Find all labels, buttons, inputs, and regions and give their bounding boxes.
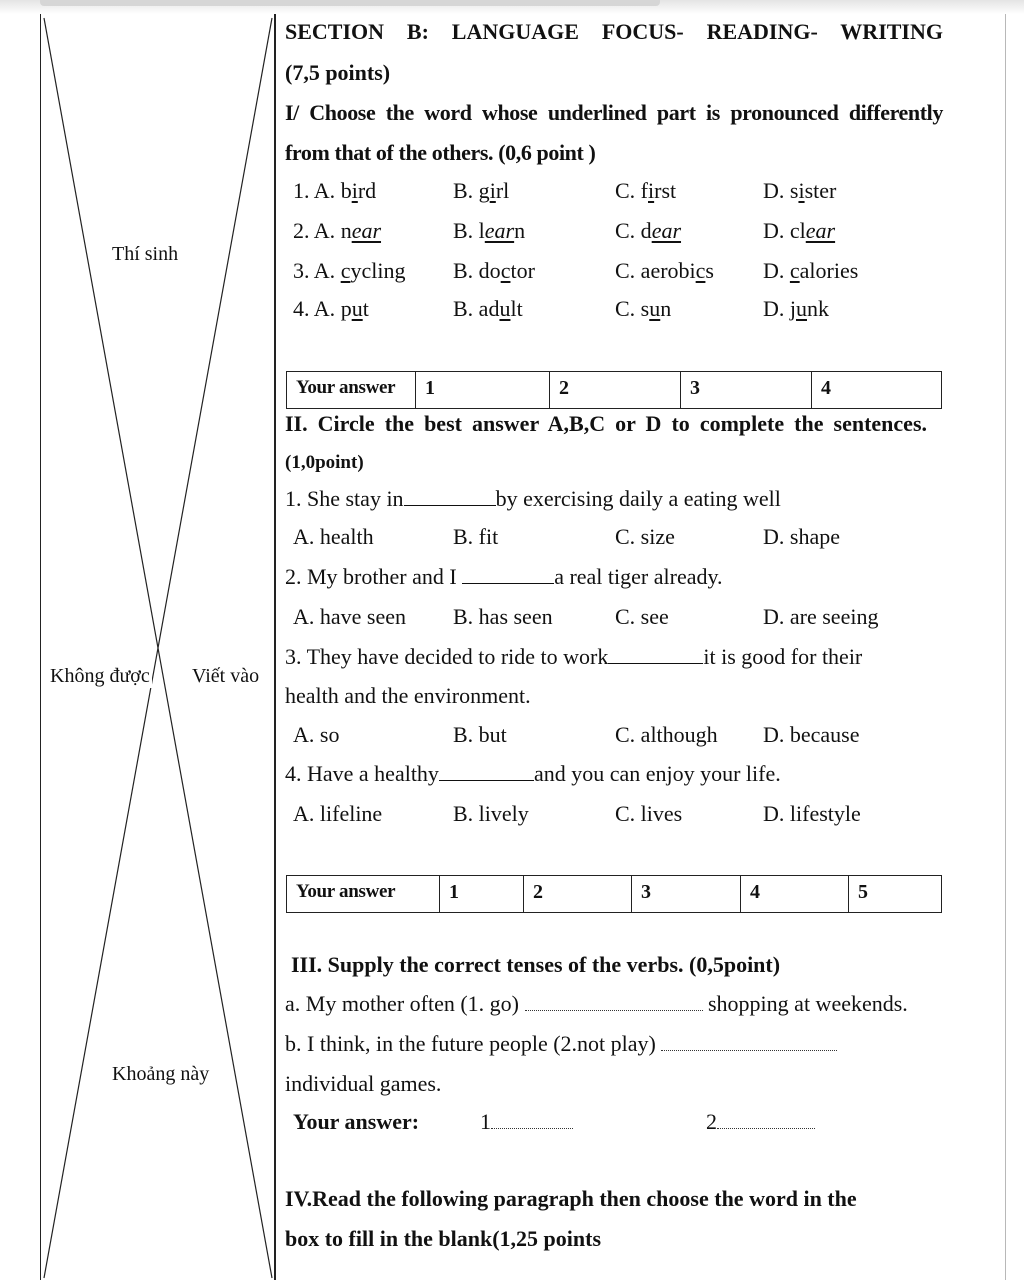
part3-answer-2: 2 [706,1111,815,1133]
answer-dotted-blank[interactable] [491,1114,573,1129]
part1-q3-d: D. calories [763,258,859,283]
part3-sentence-b: b. I think, in the future people (2.not play) [285,1033,837,1055]
part2-q4-sentence: 4. Have a healthy and you can enjoy your life. [285,761,781,786]
underlined-part: ear [805,218,836,243]
answer-blank[interactable] [439,764,534,781]
part1-q4-d: D. junk [763,296,829,321]
part3-instruction: III. Supply the correct tenses of the verbs. (0,5point) [291,952,781,977]
margin-cross-lines [0,0,280,1280]
underlined-part: ear [651,218,682,243]
answer-cell-2[interactable]: 2 [523,876,631,912]
answer-blank[interactable] [404,489,496,506]
part2-q1-option-c[interactable]: C. size [615,524,675,549]
part1-q3-a: 3. A. cycling [293,258,406,283]
answer-cell-3[interactable]: 3 [631,876,740,912]
part2-q3-sentence-cont: health and the environment. [285,683,531,708]
part1-q4-b: B. adult [453,296,523,321]
answer-cell-4[interactable]: 4 [811,372,941,408]
answer-dotted-blank[interactable] [525,996,703,1011]
part1-q1-a: 1. A. bird [293,178,377,203]
part1-q2-b: B. learn [453,218,526,243]
part2-q2-option-a[interactable]: A. have seen [293,604,407,629]
underlined-part: ear [484,218,515,243]
part1-q1-d: D. sister [763,178,837,203]
part2-q4-option-c[interactable]: C. lives [615,801,683,826]
underlined-part: i [489,178,496,203]
section-b-points: (7,5 points) [285,60,391,85]
answer-cell-4[interactable]: 4 [740,876,848,912]
answer-blank[interactable] [608,647,703,664]
part1-q1-c: C. first [615,178,677,203]
part2-q3-option-d[interactable]: D. because [763,722,860,747]
part1-instruction-line2: from that of the others. (0,6 point ) [285,140,596,165]
part3-sentence-a: a. My mother often (1. go) shopping at weekends. [285,991,908,1016]
part2-q2-sentence: 2. My brother and I a real tiger already. [285,564,723,589]
part4-instruction-line2: box to fill in the blank(1,25 points [285,1226,602,1251]
part2-q4-option-b[interactable]: B. lively [453,801,529,826]
underlined-part: u [649,296,661,321]
part1-q2-a: 2. A. near [293,218,382,243]
part2-q2-option-b[interactable]: B. has seen [453,604,553,629]
part2-q1-option-b[interactable]: B. fit [453,524,499,549]
answer-blank[interactable] [462,567,554,584]
answer-cell-2[interactable]: 2 [549,372,680,408]
part2-q2-option-c[interactable]: C. see [615,604,669,629]
underlined-part: c [500,258,511,283]
answer-box-label: Your answer [296,881,396,902]
underlined-part: c [695,258,706,283]
part1-q1-b: B. girl [453,178,510,203]
part4-instruction-line1: IV.Read the following paragraph then choose the word in the [285,1186,857,1211]
section-b-title: SECTION B: LANGUAGE FOCUS- READING- WRITING [285,19,943,44]
part2-answer-box [286,875,942,913]
part2-instruction: II. Circle the best answer A,B,C or D to complete the sentences. [285,411,927,436]
answer-dotted-blank[interactable] [661,1036,837,1051]
margin-label-khong-duoc: Không được [50,665,150,687]
part2-q4-option-d[interactable]: D. lifestyle [763,801,861,826]
answer-cell-3[interactable]: 3 [680,372,811,408]
answer-cell-1[interactable]: 1 [439,876,523,912]
part1-instruction-line1: I/ Choose the word whose underlined part is pronounced differently [285,100,943,125]
part1-q3-c: C. aerobics [615,258,714,283]
part1-q4-a: 4. A. put [293,296,369,321]
margin-label-viet-vao: Viết vào [192,665,260,687]
part2-points: (1,0point) [285,452,364,473]
underlined-part: i [798,178,805,203]
part1-q2-c: C. dear [615,218,682,243]
answer-dotted-blank[interactable] [717,1114,815,1129]
underlined-part: c [789,258,800,283]
part1-q4-c: C. sun [615,296,672,321]
part3-answer-1: 1 [480,1111,573,1133]
margin-label-thi-sinh: Thí sinh [112,243,179,265]
answer-cell-5[interactable]: 5 [848,876,941,912]
part2-q4-option-a[interactable]: A. lifeline [293,801,383,826]
underlined-part: ear [351,218,382,243]
underlined-part: u [796,296,807,321]
part2-q1-sentence: 1. She stay in by exercising daily a eating well [285,486,781,511]
part3-sentence-b-cont: individual games. [285,1071,442,1096]
part2-q3-option-c[interactable]: C. although [615,722,718,747]
answer-cell-1[interactable]: 1 [415,372,549,408]
part1-q3-b: B. doctor [453,258,535,283]
underlined-part: c [340,258,351,283]
part3-answer-label: Your answer: [293,1109,420,1134]
underlined-part: i [351,178,358,203]
part1-answer-box [286,371,942,409]
part2-q3-option-b[interactable]: B. but [453,722,507,747]
part2-q3-sentence: 3. They have decided to ride to work it is good for their [285,644,863,669]
margin-label-khoang-nay: Khoảng này [112,1063,210,1085]
part2-q3-option-a[interactable]: A. so [293,722,340,747]
answer-box-label: Your answer [296,377,396,398]
underlined-part: u [351,296,363,321]
part2-q1-option-d[interactable]: D. shape [763,524,840,549]
part2-q1-option-a[interactable]: A. health [293,524,374,549]
page-border-right [1005,14,1006,1280]
part2-q2-option-d[interactable]: D. are seeing [763,604,879,629]
underlined-part: i [648,178,655,203]
underlined-part: u [499,296,511,321]
part1-q2-d: D. clear [763,218,836,243]
